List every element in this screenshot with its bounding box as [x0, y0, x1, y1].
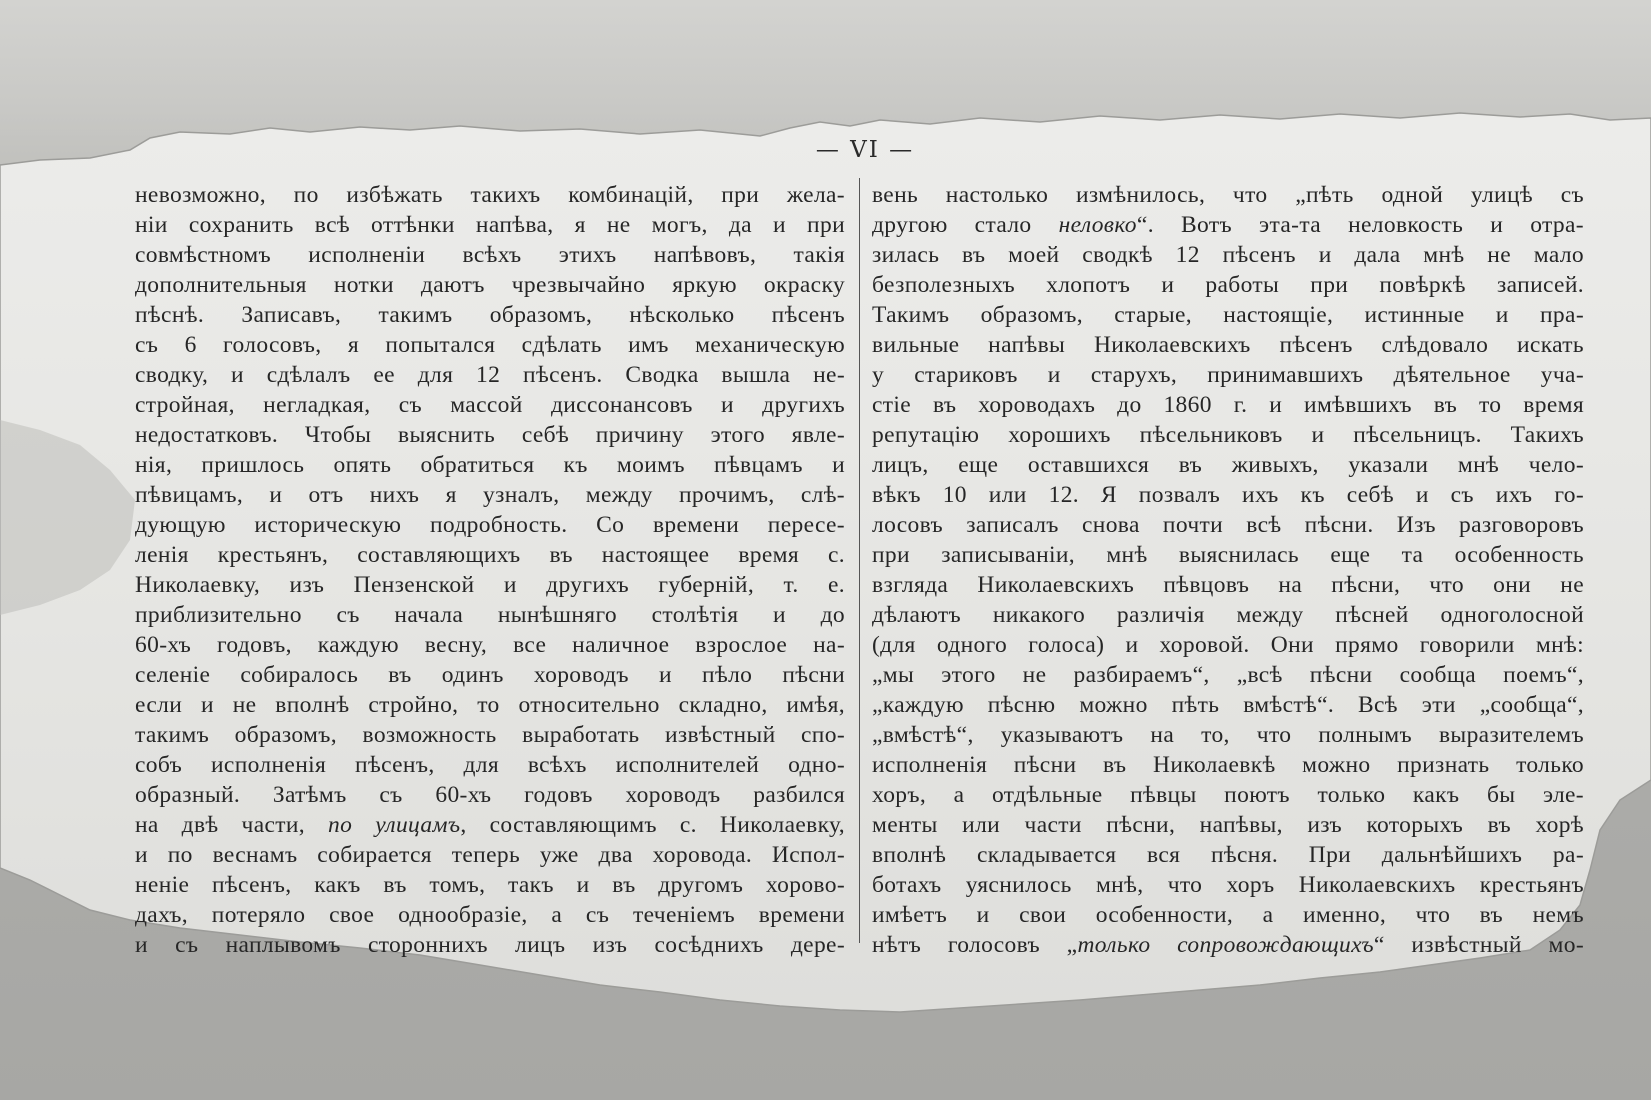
text-line: и съ наплывомъ стороннихъ лицъ изъ сосѣднихъ дере- [135, 932, 845, 958]
text-line: пѣвицамъ, и отъ нихъ я узналъ, между прочимъ, слѣ- [135, 482, 845, 508]
text-line: имѣетъ и свои особенности, а именно, что въ немъ [872, 902, 1584, 928]
text-line: пѣснѣ. Записавъ, такимъ образомъ, нѣсколько пѣсенъ [135, 302, 845, 328]
text-line: дополнительныя нотки даютъ чрезвычайно яркую окраску [135, 272, 845, 298]
italic-emphasis: неловко [1058, 212, 1137, 238]
text-line: совмѣстномъ исполненіи всѣхъ этихъ напѣвовъ, такія [135, 242, 845, 268]
column-divider [859, 178, 860, 943]
text-line: недостатковъ. Чтобы выяснить себѣ причину этого явле- [135, 422, 845, 448]
text-line: стройная, негладкая, съ массой диссонансовъ и другихъ [135, 392, 845, 418]
text-line: вѣкъ 10 или 12. Я позвалъ ихъ къ себѣ и съ ихъ го- [872, 482, 1584, 508]
text-line: исполненія пѣсни въ Николаевкѣ можно признать только [872, 752, 1584, 778]
text-line: менты или части пѣсни, напѣвы, изъ которыхъ въ хорѣ [872, 812, 1584, 838]
text-line: „вмѣстѣ“, указываютъ на то, что полнымъ выразителемъ [872, 722, 1584, 748]
text-line: вень настолько измѣнилось, что „пѣть одной улицѣ съ [872, 182, 1584, 208]
text-line: если и не вполнѣ стройно, то относительно складно, имѣя, [135, 692, 845, 718]
text-line: ніи сохранить всѣ оттѣнки напѣва, я не могъ, да и при [135, 212, 845, 238]
text-line: Николаевку, изъ Пензенской и другихъ губерній, т. е. [135, 572, 845, 598]
text-line: образный. Затѣмъ съ 60-хъ годовъ хороводъ разбился [135, 782, 845, 808]
text-line: и по веснамъ собирается теперь уже два хоровода. Испол- [135, 842, 845, 868]
text-line: сводку, и сдѣлалъ ее для 12 пѣсенъ. Сводка вышла не- [135, 362, 845, 388]
text-line: Такимъ образомъ, старые, настоящіе, истинные и пра- [872, 302, 1584, 328]
text-line: стіе въ хороводахъ до 1860 г. и имѣвшихъ въ то время [872, 392, 1584, 418]
text-line: вполнѣ складывается вся пѣсня. При дальнѣйшихъ ра- [872, 842, 1584, 868]
text-line: ботахъ уяснилось мнѣ, что хоръ Николаевскихъ крестьянъ [872, 872, 1584, 898]
text-line: на двѣ части, по улицамъ, составляющимъ с. Николаевку, [135, 812, 845, 838]
text-line: другою стало неловко“. Вотъ эта-та неловкость и отра- [872, 212, 1584, 238]
text-line: съ 6 голосовъ, я попытался сдѣлать имъ механическую [135, 332, 845, 358]
page-number: — VI — [815, 137, 915, 163]
text-line: такимъ образомъ, возможность выработать извѣстный спо- [135, 722, 845, 748]
text-line: собъ исполненія пѣсенъ, для всѣхъ исполнителей одно- [135, 752, 845, 778]
text-line: „каждую пѣсню можно пѣть вмѣстѣ“. Всѣ эти „сообща“, [872, 692, 1584, 718]
italic-emphasis: по улицамъ [328, 812, 461, 838]
text-line: дѣлаютъ никакого различія между пѣсней одноголосной [872, 602, 1584, 628]
text-line: невозможно, по избѣжать такихъ комбинацій, при жела- [135, 182, 845, 208]
text-line: нія, пришлось опять обратиться къ моимъ пѣвцамъ и [135, 452, 845, 478]
text-line: взгляда Николаевскихъ пѣвцовъ на пѣсни, что они не [872, 572, 1584, 598]
text-line: приблизительно съ начала нынѣшняго столѣтія и до [135, 602, 845, 628]
text-column-right [872, 180, 1584, 960]
text-line: репутацію хорошихъ пѣсельниковъ и пѣсельницъ. Такихъ [872, 422, 1584, 448]
text-line: лицъ, еще оставшихся въ живыхъ, указали мнѣ чело- [872, 452, 1584, 478]
text-line: у стариковъ и старухъ, принимавшихъ дѣятельное уча- [872, 362, 1584, 388]
text-line: при записываніи, мнѣ выяснилась еще та особенность [872, 542, 1584, 568]
text-line: лосовъ записалъ снова почти всѣ пѣсни. Изъ разговоровъ [872, 512, 1584, 538]
text-line: вильные напѣвы Николаевскихъ пѣсенъ слѣдовало искать [872, 332, 1584, 358]
text-line: неніе пѣсенъ, какъ въ томъ, такъ и въ другомъ хорово- [135, 872, 845, 898]
text-line: „мы этого не разбираемъ“, „всѣ пѣсни сообща поемъ“, [872, 662, 1584, 688]
text-line: ленія крестьянъ, составляющихъ въ настоящее время с. [135, 542, 845, 568]
text-column-left [135, 180, 845, 960]
text-line: селеніе собиралось въ одинъ хороводъ и пѣло пѣсни [135, 662, 845, 688]
text-line: безполезныхъ хлопотъ и работы при повѣркѣ записей. [872, 272, 1584, 298]
text-line: хоръ, а отдѣльные пѣвцы поютъ только какъ бы эле- [872, 782, 1584, 808]
text-line: зилась въ моей сводкѣ 12 пѣсенъ и дала мнѣ не мало [872, 242, 1584, 268]
text-line: (для одного голоса) и хоровой. Они прямо говорили мнѣ: [872, 632, 1584, 658]
italic-emphasis: только сопровождающихъ [1077, 932, 1374, 958]
text-line: дахъ, потеряло свое однообразіе, а съ теченіемъ времени [135, 902, 845, 928]
text-line: дующую историческую подробность. Со времени пересе- [135, 512, 845, 538]
text-line: нѣтъ голосовъ „только сопровождающихъ“ извѣстный мо- [872, 932, 1584, 958]
text-line: 60-хъ годовъ, каждую весну, все наличное взрослое на- [135, 632, 845, 658]
